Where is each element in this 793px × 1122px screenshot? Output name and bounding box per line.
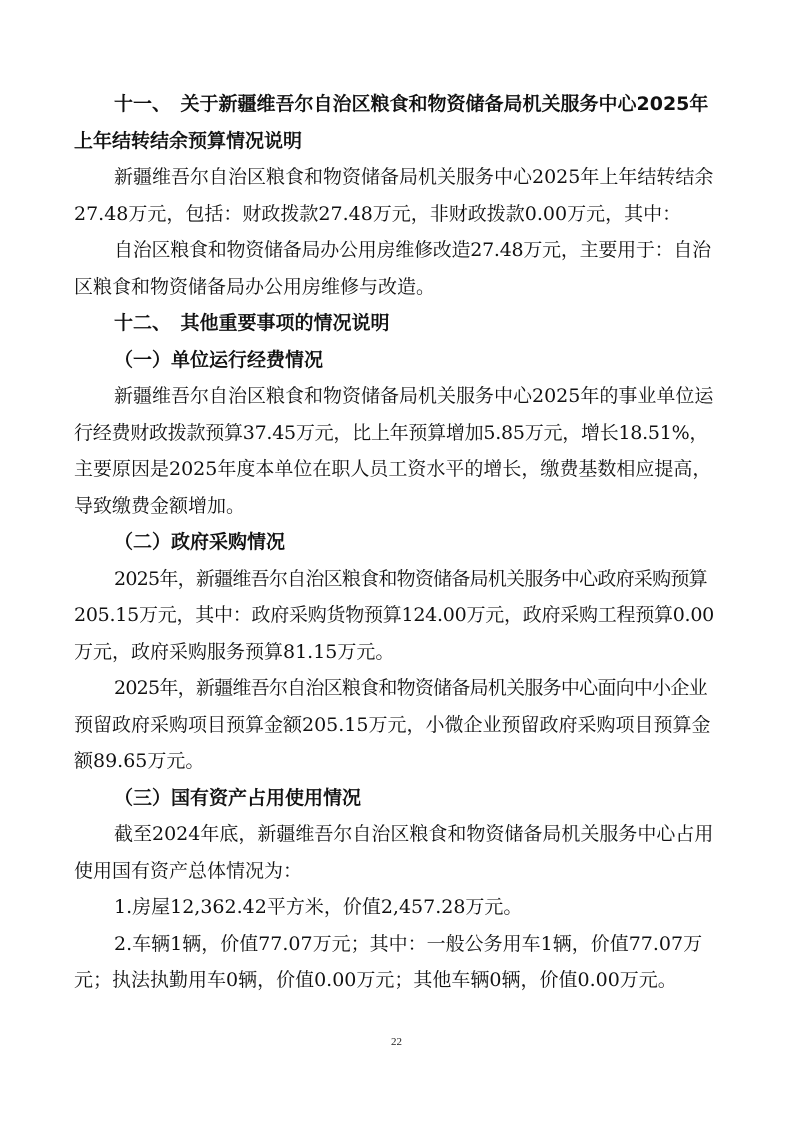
subsection-2-paragraph-1-line-2: 205.15万元，其中：政府采购货物预算124.00万元，政府采购工程预算0.00 — [74, 604, 714, 626]
section-11-paragraph-2-line-2: 区粮食和物资储备局办公用房维修与改造。 — [74, 275, 436, 298]
section-11-title-line-2: 上年结转结余预算情况说明 — [74, 129, 303, 152]
subsection-3-item-1: 1.房屋12,362.42平方米，价值2,457.28万元。 — [114, 896, 523, 918]
subsection-2-paragraph-2-line-2: 预留政府采购项目预算金额205.15万元，小微企业预留政府采购项目预算金 — [74, 713, 711, 736]
section-12-title: 十二、 其他重要事项的情况说明 — [114, 312, 390, 334]
subsection-2-paragraph-2-line-1: 2025年，新疆维吾尔自治区粮食和物资储备局机关服务中心面向中小企业 — [114, 677, 707, 699]
subsection-1-line-2: 行经费财政拨款预算37.45万元，比上年预算增加5.85万元，增长18.51%， — [74, 421, 709, 444]
page-body — [74, 86, 714, 999]
section-11-paragraph-1-line-1: 新疆维吾尔自治区粮食和物资储备局机关服务中心2025年上年结转结余 — [114, 166, 714, 188]
subsection-3-item-2-line-2: 元；执法执勤用车0辆，价值0.00万元；其他车辆0辆，价值0.00万元。 — [74, 969, 677, 991]
section-11-title-line-1: 十一、 关于新疆维吾尔自治区粮食和物资储备局机关服务中心2025年 — [114, 93, 709, 115]
section-11-paragraph-2-line-1: 自治区粮食和物资储备局办公用房维修改造27.48万元，主要用于：自治 — [114, 239, 711, 261]
subsection-2-paragraph-1-line-1: 2025年，新疆维吾尔自治区粮食和物资储备局机关服务中心政府采购预算 — [114, 567, 707, 590]
subsection-2-title: （二）政府采购情况 — [114, 531, 286, 553]
subsection-1-line-4: 导致缴费金额增加。 — [74, 494, 246, 517]
subsection-2-paragraph-1-line-3: 万元，政府采购服务预算81.15万元。 — [74, 640, 395, 663]
subsection-2-paragraph-2-line-3: 额89.65万元。 — [74, 750, 205, 772]
subsection-3-paragraph-1-line-2: 使用国有资产总体情况为： — [74, 859, 303, 882]
subsection-1-line-3: 主要原因是2025年度本单位在职人员工资水平的增长，缴费基数相应提高， — [74, 458, 712, 480]
subsection-3-paragraph-1-line-1: 截至2024年底，新疆维吾尔自治区粮食和物资储备局机关服务中心占用 — [114, 823, 714, 845]
subsection-3-item-2-line-1: 2.车辆1辆，价值77.07万元；其中：一般公务用车1辆，价值77.07万 — [114, 932, 703, 955]
subsection-1-line-1: 新疆维吾尔自治区粮食和物资储备局机关服务中心2025年的事业单位运 — [114, 385, 714, 407]
subsection-1-title: （一）单位运行经费情况 — [114, 348, 324, 371]
page-number: 22 — [391, 1036, 402, 1048]
section-11-paragraph-1-line-2: 27.48万元，包括：财政拨款27.48万元，非财政拨款0.00万元，其中： — [74, 202, 682, 225]
subsection-3-title: （三）国有资产占用使用情况 — [114, 786, 362, 809]
